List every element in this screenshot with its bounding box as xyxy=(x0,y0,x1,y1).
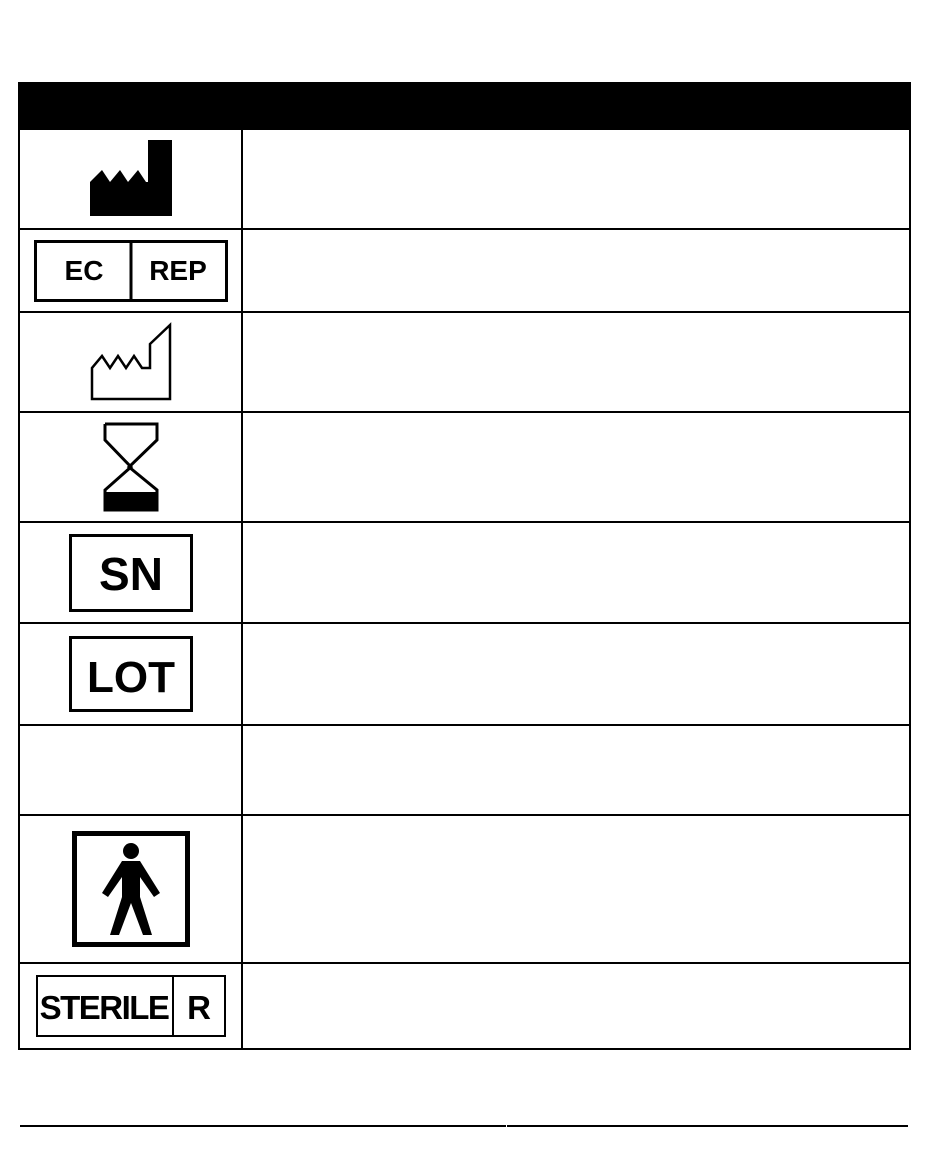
symbol-cell xyxy=(19,623,242,724)
description-cell xyxy=(242,623,910,724)
symbols-table xyxy=(18,82,911,1050)
description-cell xyxy=(242,963,910,1049)
description-cell xyxy=(242,412,910,522)
symbol-cell xyxy=(19,229,242,312)
ec-rep-icon xyxy=(34,240,228,302)
symbol-cell xyxy=(19,129,242,229)
manufacturer-filled-icon xyxy=(90,140,172,218)
description-cell xyxy=(242,129,910,229)
date-of-manufacture-icon xyxy=(88,322,174,402)
table-row xyxy=(19,623,910,724)
symbol-cell xyxy=(19,725,242,815)
lot-number-icon xyxy=(69,636,193,712)
table-header-row xyxy=(19,83,910,129)
symbol-cell xyxy=(19,312,242,412)
sterile-label: STERILE xyxy=(39,988,168,1026)
footer-divider xyxy=(20,1125,908,1127)
symbol-cell xyxy=(19,963,242,1049)
symbol-cell xyxy=(19,815,242,963)
ec-rep-right-label: REP xyxy=(148,254,207,286)
table-row xyxy=(19,522,910,623)
sterile-radiation-icon xyxy=(36,975,226,1037)
description-cell xyxy=(242,229,910,312)
serial-number-label: SN xyxy=(98,547,163,600)
table-row xyxy=(19,312,910,412)
lot-number-label: LOT xyxy=(86,653,175,703)
description-cell xyxy=(242,522,910,623)
table-row xyxy=(19,815,910,963)
footer-divider-break xyxy=(506,1121,507,1129)
ec-rep-left-label: EC xyxy=(64,254,103,286)
symbol-cell xyxy=(19,412,242,522)
sterile-method-label: R xyxy=(186,988,211,1026)
use-by-date-hourglass-icon xyxy=(101,422,161,512)
symbol-column-header xyxy=(19,83,242,129)
description-cell xyxy=(242,815,910,963)
table-row xyxy=(19,229,910,312)
description-column-header xyxy=(242,83,910,129)
description-cell xyxy=(242,312,910,412)
description-cell xyxy=(242,725,910,815)
type-bf-applied-part-icon xyxy=(72,831,190,947)
symbol-cell xyxy=(19,522,242,623)
table-row xyxy=(19,963,910,1049)
table-row xyxy=(19,412,910,522)
table-row xyxy=(19,725,910,815)
table-row xyxy=(19,129,910,229)
serial-number-icon xyxy=(69,534,193,612)
